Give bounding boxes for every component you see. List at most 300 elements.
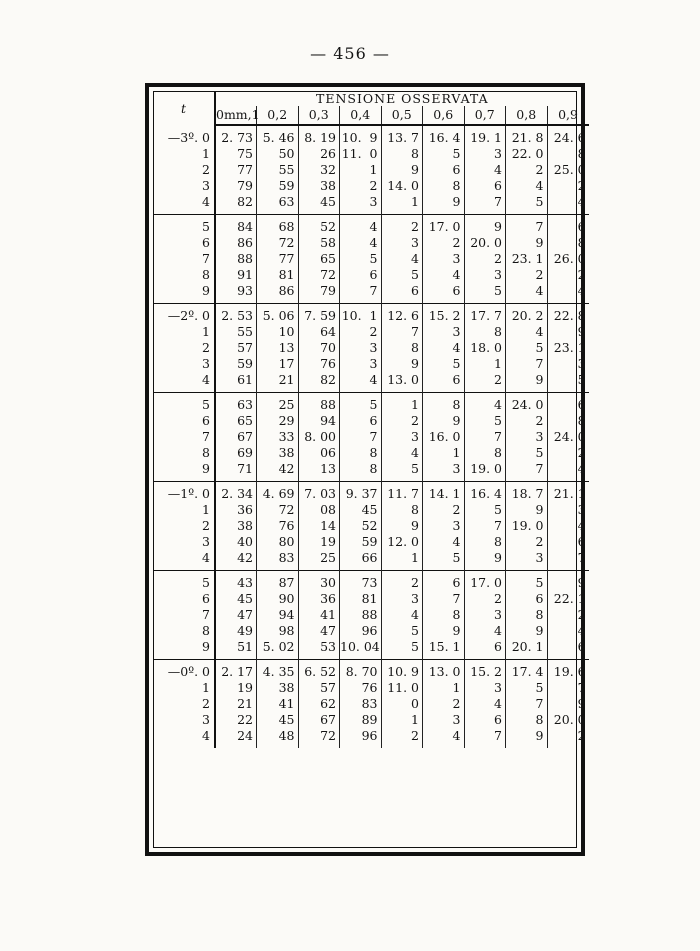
value-cell: 1 [423,445,465,461]
value-cell: 8. 00 [298,429,340,445]
value-cell: 21. 1 [547,482,589,503]
value-cell: 1 [381,550,423,571]
value-cell: 19. 1 [464,125,506,146]
value-cell: 9 [506,623,548,639]
value-cell: 47 [215,607,257,623]
value-cell: 17. 0 [464,571,506,592]
value-cell: 4. 35 [257,660,299,681]
table-row [154,235,589,251]
value-cell: 3 [423,324,465,340]
value-cell: 19 [215,680,257,696]
value-cell: 8 [577,235,586,250]
value-cell: 50 [257,146,299,162]
value-cell: 5 [506,571,548,592]
value-cell: 3 [464,680,506,696]
value-cell: 82 [298,372,340,393]
temperature-cell: 1 [154,324,215,340]
value-cell: 55 [257,162,299,178]
value-cell: 6 [547,215,589,236]
table-row [154,607,589,623]
value-cell: 84 [215,215,257,236]
value-cell: 38 [298,178,340,194]
value-cell: 65 [215,413,257,429]
value-cell: 7. 03 [298,482,340,503]
value-cell: 76 [340,680,382,696]
temperature-cell: 5 [154,571,215,592]
value-cell: 5 [506,445,548,461]
value-cell: 4 [577,194,586,209]
temperature-cell: 3 [154,712,215,728]
value-cell: 16. 4 [464,482,506,503]
value-cell: 79 [215,178,257,194]
value-cell: 73 [340,571,382,592]
value-cell: 7 [464,429,506,445]
value-cell: 67 [298,712,340,728]
value-cell: 7 [381,324,423,340]
value-cell: 96 [340,623,382,639]
value-cell: 7 [577,550,586,565]
temperature-cell: 2 [154,518,215,534]
temperature-header: t [154,92,215,125]
value-cell: 4 [340,235,382,251]
value-cell: 7 [506,461,548,482]
value-cell: 77 [215,162,257,178]
value-cell: 8 [423,178,465,194]
value-cell: 5. 02 [257,639,299,660]
value-cell: 0 [381,696,423,712]
value-cell: 12. 6 [381,304,423,325]
value-cell: 8 [577,146,586,161]
temperature-cell: 6 [154,591,215,607]
table-row [154,304,589,325]
value-cell: 5. 06 [257,304,299,325]
value-cell: 76 [298,356,340,372]
value-cell: 13 [298,461,340,482]
value-cell: 66 [340,550,382,571]
value-cell: 6 [423,283,465,304]
temperature-cell: 6 [154,235,215,251]
value-cell: 4 [506,283,548,304]
value-cell: 11. 7 [381,482,423,503]
value-cell: 53 [298,639,340,660]
value-cell: 9 [423,413,465,429]
table-row [154,178,589,194]
value-cell: 72 [257,502,299,518]
value-cell: 7 [506,356,548,372]
value-cell: 3 [423,251,465,267]
value-cell: 21. 8 [506,125,548,146]
value-cell: 8 [340,461,382,482]
table-row [154,372,589,393]
value-cell: 3 [464,146,506,162]
temperature-cell: 4 [154,550,215,571]
value-cell: 6 [381,283,423,304]
table-row [154,591,589,607]
value-cell: 23. 1 [553,340,586,355]
value-cell: 10 [257,324,299,340]
table-row [154,340,589,356]
table-inner-border [153,91,586,848]
value-cell: 6 [423,372,465,393]
value-cell: 45 [340,502,382,518]
temperature-cell: 4 [154,372,215,393]
value-cell: 3 [577,356,586,371]
value-cell: 62 [298,696,340,712]
value-cell: 1 [464,356,506,372]
value-cell: 3 [340,194,382,215]
value-cell: 9 [381,356,423,372]
temperature-cell: 7 [154,607,215,623]
value-cell: 25 [298,550,340,571]
value-cell: 13. 7 [381,125,423,146]
temperature-cell: 7 [154,429,215,445]
value-cell: 20. 1 [506,639,548,660]
value-cell: 11. 0 [381,680,423,696]
value-cell: 90 [257,591,299,607]
temperature-cell: 2 [154,340,215,356]
value-cell: 08 [298,502,340,518]
value-cell: 2 [577,445,586,460]
value-cell: 2 [577,178,586,193]
column-header: 0,7 [464,106,506,125]
value-cell: 6 [577,534,586,549]
table-row [154,162,589,178]
value-cell: 6 [464,712,506,728]
value-cell: 8. 19 [298,125,340,146]
value-cell: 2 [423,696,465,712]
value-cell: 9 [423,194,465,215]
table-row [154,461,589,482]
value-cell: 7 [464,728,506,748]
value-cell: 5 [464,413,506,429]
value-cell: 9 [506,502,548,518]
temperature-cell: —3º. 0 [154,125,215,146]
value-cell: 5 [381,639,423,660]
temperature-cell: 8 [154,623,215,639]
table-title: TENSIONE OSSERVATA [315,91,489,106]
value-cell: 3 [423,461,465,482]
temperature-cell: 3 [154,356,215,372]
value-cell: 76 [257,518,299,534]
value-cell: 96 [340,728,382,748]
table-row [154,445,589,461]
value-cell: 14 [298,518,340,534]
value-cell: 7. 59 [298,304,340,325]
temperature-cell: 2 [154,696,215,712]
value-cell: 7 [464,194,506,215]
table-row [154,623,589,639]
value-cell: 87 [257,571,299,592]
value-cell: 2 [464,591,506,607]
table-row [154,393,589,414]
value-cell: 45 [257,712,299,728]
value-cell: 4 [577,283,586,298]
value-cell: 25 [257,393,299,414]
value-cell: 6 [340,413,382,429]
value-cell: 2 [506,267,548,283]
value-cell: 19 [298,534,340,550]
value-cell: 4 [423,267,465,283]
temperature-cell: 3 [154,534,215,550]
value-cell: 8 [340,445,382,461]
value-cell: 5 [381,267,423,283]
value-cell: 40 [215,534,257,550]
value-cell: 6 [464,639,506,660]
value-cell: 9 [423,623,465,639]
value-cell: 17. 4 [506,660,548,681]
value-cell: 9 [381,518,423,534]
value-cell: 7 [340,429,382,445]
value-cell: 10. 04 [340,639,382,660]
table-row [154,146,589,162]
table-row [154,413,589,429]
value-cell: 18. 0 [464,340,506,356]
value-cell: 24. 6 [553,130,586,145]
value-cell: 1 [381,712,423,728]
value-cell: 5 [506,194,548,215]
value-cell: 24. 0 [506,393,548,414]
table-row [154,728,589,748]
value-cell: 32 [298,162,340,178]
value-cell: 3 [423,712,465,728]
value-cell: 7 [506,696,548,712]
value-cell: 4 [464,393,506,414]
value-cell: 6 [506,591,548,607]
table-row [154,660,589,681]
value-cell: 81 [340,591,382,607]
value-cell: 61 [215,372,257,393]
column-header: 0,5 [381,106,423,125]
temperature-cell: 4 [154,194,215,215]
value-cell: 2 [506,413,548,429]
value-cell: 2 [423,502,465,518]
value-cell: 7 [506,215,548,236]
table-row [154,482,589,503]
value-cell: 58 [298,235,340,251]
value-cell: 8 [423,607,465,623]
value-cell: 2 [381,728,423,748]
value-cell: 12. 0 [381,534,423,550]
value-cell: 25. 0 [553,162,586,177]
column-header: 0,4 [340,106,382,125]
table-row [154,324,589,340]
value-cell: 65 [298,251,340,267]
value-cell: 49 [215,623,257,639]
value-cell: 8 [381,502,423,518]
value-cell: 9 [577,696,586,711]
value-cell: 83 [257,550,299,571]
table-row [154,194,589,215]
value-cell: 8 [423,393,465,414]
value-cell: 6 [464,178,506,194]
value-cell: 17. 0 [423,215,465,236]
value-cell: 77 [257,251,299,267]
column-header: 0,6 [423,106,465,125]
value-cell: 5 [423,146,465,162]
value-cell: 51 [215,639,257,660]
value-cell: 94 [257,607,299,623]
temperature-cell: 2 [154,162,215,178]
value-cell: 5 [381,461,423,482]
page-number: — 456 — [310,44,390,63]
value-cell: 2 [577,607,586,622]
value-cell: 7 [464,518,506,534]
value-cell: 98 [257,623,299,639]
value-cell: 17. 7 [464,304,506,325]
value-cell: 94 [298,413,340,429]
table-row [154,125,589,146]
value-cell: 5 [506,340,548,356]
value-cell: 8 [381,146,423,162]
table-row [154,283,589,304]
temperature-cell: 4 [154,728,215,748]
value-cell: 1 [381,194,423,215]
value-cell: 91 [215,267,257,283]
value-cell: 4 [464,623,506,639]
value-cell: 52 [298,215,340,236]
value-cell: 3 [506,429,548,445]
value-cell: 4 [464,162,506,178]
table-row [154,534,589,550]
value-cell: 4 [464,696,506,712]
value-cell: 13 [257,340,299,356]
value-cell: 4 [577,518,586,533]
value-cell: 64 [298,324,340,340]
value-cell: 5 [464,502,506,518]
value-cell: 3 [340,340,382,356]
value-cell: 26 [298,146,340,162]
value-cell: 88 [298,393,340,414]
value-cell: 8 [464,324,506,340]
table-row [154,502,589,518]
value-cell: 5. 46 [257,125,299,146]
value-cell: 14. 1 [423,482,465,503]
value-cell: 2. 53 [215,304,257,325]
temperature-cell: 5 [154,393,215,414]
value-cell: 3 [381,235,423,251]
value-cell: 9 [464,550,506,571]
value-cell: 9 [506,235,548,251]
value-cell: 4 [423,534,465,550]
value-cell: 2. 17 [215,660,257,681]
value-cell: 42 [257,461,299,482]
value-cell: 17 [257,356,299,372]
value-cell: 7 [577,680,586,695]
temperature-cell: 1 [154,146,215,162]
value-cell: 8 [381,340,423,356]
value-cell: 4 [381,251,423,267]
value-cell: 2 [506,162,548,178]
value-cell: 2. 73 [215,125,257,146]
value-cell: 41 [257,696,299,712]
value-cell: 3 [577,502,586,517]
temperature-cell: 1 [154,680,215,696]
value-cell: 15. 1 [423,639,465,660]
value-cell: 5 [381,623,423,639]
table-row [154,571,589,592]
value-cell: 81 [257,267,299,283]
value-cell: 4 [381,607,423,623]
value-cell: 82 [215,194,257,215]
value-cell: 75 [215,146,257,162]
value-cell: 88 [215,251,257,267]
table-row [154,639,589,660]
value-cell: 36 [298,591,340,607]
value-cell: 2 [506,534,548,550]
value-cell: 6 [423,162,465,178]
value-cell: 71 [215,461,257,482]
value-cell: 22. 1 [553,591,586,606]
value-cell: 11. 0 [340,146,382,162]
temperature-cell: —1º. 0 [154,482,215,503]
temperature-cell: 9 [154,283,215,304]
value-cell: 4 [423,340,465,356]
value-cell: 45 [215,591,257,607]
value-cell: 2 [577,728,586,743]
value-cell: 4 [340,215,382,236]
value-cell: 1 [340,162,382,178]
table-row [154,518,589,534]
value-cell: 59 [340,534,382,550]
value-cell: 8 [506,712,548,728]
value-cell: 6 [577,639,586,654]
value-cell: 4 [423,728,465,748]
value-cell: 33 [257,429,299,445]
value-cell: 38 [257,445,299,461]
value-cell: 8 [506,607,548,623]
table-row [154,356,589,372]
value-cell: 63 [215,393,257,414]
value-cell: 8. 70 [340,660,382,681]
temperature-cell: 6 [154,413,215,429]
column-header: 0,2 [257,106,299,125]
value-cell: 57 [215,340,257,356]
value-cell: 2 [423,235,465,251]
value-cell: 4 [506,324,548,340]
value-cell: 4 [506,178,548,194]
value-cell: 21 [215,696,257,712]
value-cell: 59 [215,356,257,372]
value-cell: 24. 0 [553,429,586,444]
value-cell: 18. 7 [506,482,548,503]
value-cell: 10. 9 [340,125,382,146]
value-cell: 19. 6 [547,660,589,681]
value-cell: 2. 34 [215,482,257,503]
value-cell: 36 [215,502,257,518]
value-cell: 3 [381,429,423,445]
vapor-tension-table [154,92,589,748]
value-cell: 2 [340,324,382,340]
value-cell: 7 [423,591,465,607]
value-cell: 2 [577,267,586,282]
value-cell: 10. 9 [381,660,423,681]
table-row [154,429,589,445]
value-cell: 72 [257,235,299,251]
value-cell: 8 [464,534,506,550]
value-cell: 2 [381,571,423,592]
column-header: 0,8 [506,106,548,125]
table-row [154,251,589,267]
value-cell: 5 [423,550,465,571]
value-cell: 88 [340,607,382,623]
temperature-cell: 8 [154,445,215,461]
value-cell: 26. 0 [553,251,586,266]
value-cell: 8 [464,445,506,461]
value-cell: 67 [215,429,257,445]
value-cell: 5 [577,372,586,387]
value-cell: 59 [257,178,299,194]
column-header: 0,9 [547,106,589,125]
